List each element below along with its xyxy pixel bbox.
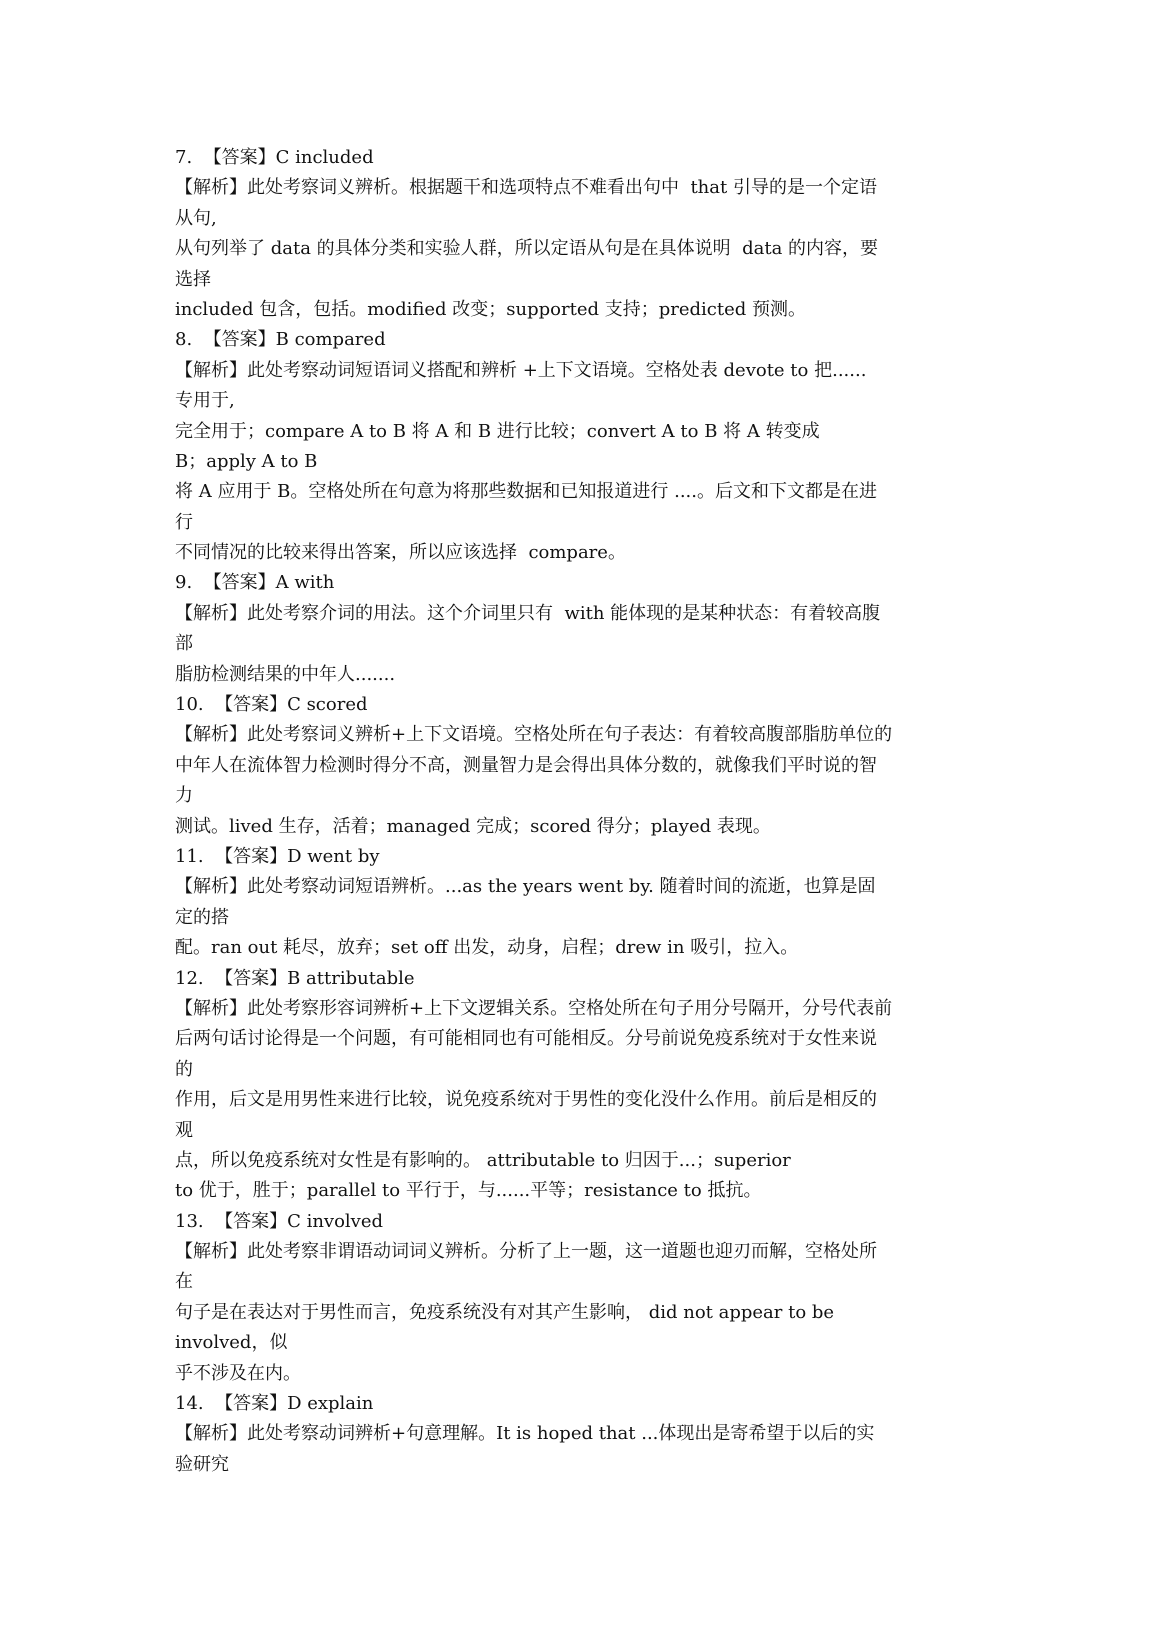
text-line: B；apply A to B (175, 450, 318, 472)
text-line: 【解析】此处考察动词短语辨析。...as the years went by. 随着时间的流逝，也算是固 (175, 876, 876, 898)
text-line: 10. 【答案】C scored (175, 694, 368, 716)
text-line: 配。ran out 耗尽，放弃；set off 出发，动身，启程；drew in 吸引，拉入。 (175, 937, 799, 959)
text-line: 验研究 (175, 1453, 229, 1475)
text-line: 完全用于；compare A to B 将 A 和 B 进行比较；convert A to B 将 A 转变成 (175, 420, 820, 442)
text-line: 专用于, (175, 390, 235, 412)
text-line: 【解析】此处考察动词短语词义搭配和辨析 +上下文语境。空格处表 devote to 把...... (175, 359, 867, 381)
text-line: 7. 【答案】C included (175, 147, 374, 168)
text-line: 从句列举了 data 的具体分类和实验人群，所以定语从句是在具体说明 data 的内容，要 (175, 238, 879, 260)
text-line: 8. 【答案】B compared (175, 329, 386, 351)
text-line: 14. 【答案】D explain (175, 1393, 374, 1415)
text-line: 【解析】此处考察形容词辨析+上下文逻辑关系。空格处所在句子用分号隔开，分号代表前 (175, 997, 893, 1019)
text-line: 【解析】此处考察词义辨析+上下文语境。空格处所在句子表达：有着较高腹部脂肪单位的 (175, 724, 893, 746)
text-line: 作用，后文是用男性来进行比较，说免疫系统对于男性的变化没什么作用。前后是相反的 (175, 1089, 877, 1111)
text-line: 选择 (175, 268, 211, 290)
text-line: 力 (175, 785, 193, 807)
text-line: 的 (175, 1058, 193, 1080)
text-line: included 包含，包括。modified 改变；supported 支持；predicted 预测。 (175, 298, 807, 320)
text-line: 部 (175, 633, 193, 655)
text-line: 在 (175, 1271, 193, 1293)
text-line: 乎不涉及在内。 (175, 1362, 301, 1384)
text-line: 行 (175, 511, 193, 533)
text-line: 【解析】此处考察介词的用法。这个介词里只有 with 能体现的是某种状态：有着较高腹 (175, 602, 881, 624)
text-line: 【解析】此处考察动词辨析+句意理解。It is hoped that ...体现出是寄希望于以后的实 (175, 1423, 875, 1445)
text-line: 【解析】此处考察词义辨析。根据题干和选项特点不难看出句中 that 引导的是一个定语 (175, 177, 877, 199)
text-line: 不同情况的比较来得出答案，所以应该选择 compare。 (175, 542, 626, 564)
text-line: 定的搭 (175, 906, 229, 928)
text-line: 点，所以免疫系统对女性是有影响的。 attributable to 归因于...；superior (175, 1149, 791, 1171)
answer-explanations (175, 143, 985, 1480)
text-line: 测试。lived 生存，活着；managed 完成；scored 得分；played 表现。 (175, 815, 771, 837)
text-line: 后两句话讨论得是一个问题，有可能相同也有可能相反。分号前说免疫系统对于女性来说 (175, 1028, 877, 1050)
text-line: 9. 【答案】A with (175, 572, 335, 594)
text-line: 从句, (175, 207, 217, 229)
text-line: 脂肪检测结果的中年人....... (175, 663, 396, 685)
text-line: 将 A 应用于 B。空格处所在句意为将那些数据和已知报道进行 ....。后文和下文都是在进 (175, 481, 877, 503)
text-line: 句子是在表达对于男性而言，免疫系统没有对其产生影响， did not appear to be (175, 1301, 835, 1323)
text-line: 【解析】此处考察非谓语动词词义辨析。分析了上一题，这一道题也迎刃而解，空格处所 (175, 1241, 877, 1263)
text-line: 观 (175, 1119, 193, 1141)
text-line: 13. 【答案】C involved (175, 1210, 384, 1232)
text-line: 12. 【答案】B attributable (175, 967, 415, 989)
text-line: 中年人在流体智力检测时得分不高，测量智力是会得出具体分数的，就像我们平时说的智 (175, 754, 877, 776)
text-line: involved，似 (175, 1332, 288, 1354)
text-line: to 优于，胜于；parallel to 平行于，与......平等；resistance to 抵抗。 (175, 1180, 762, 1202)
text-line: 11. 【答案】D went by (175, 845, 380, 867)
